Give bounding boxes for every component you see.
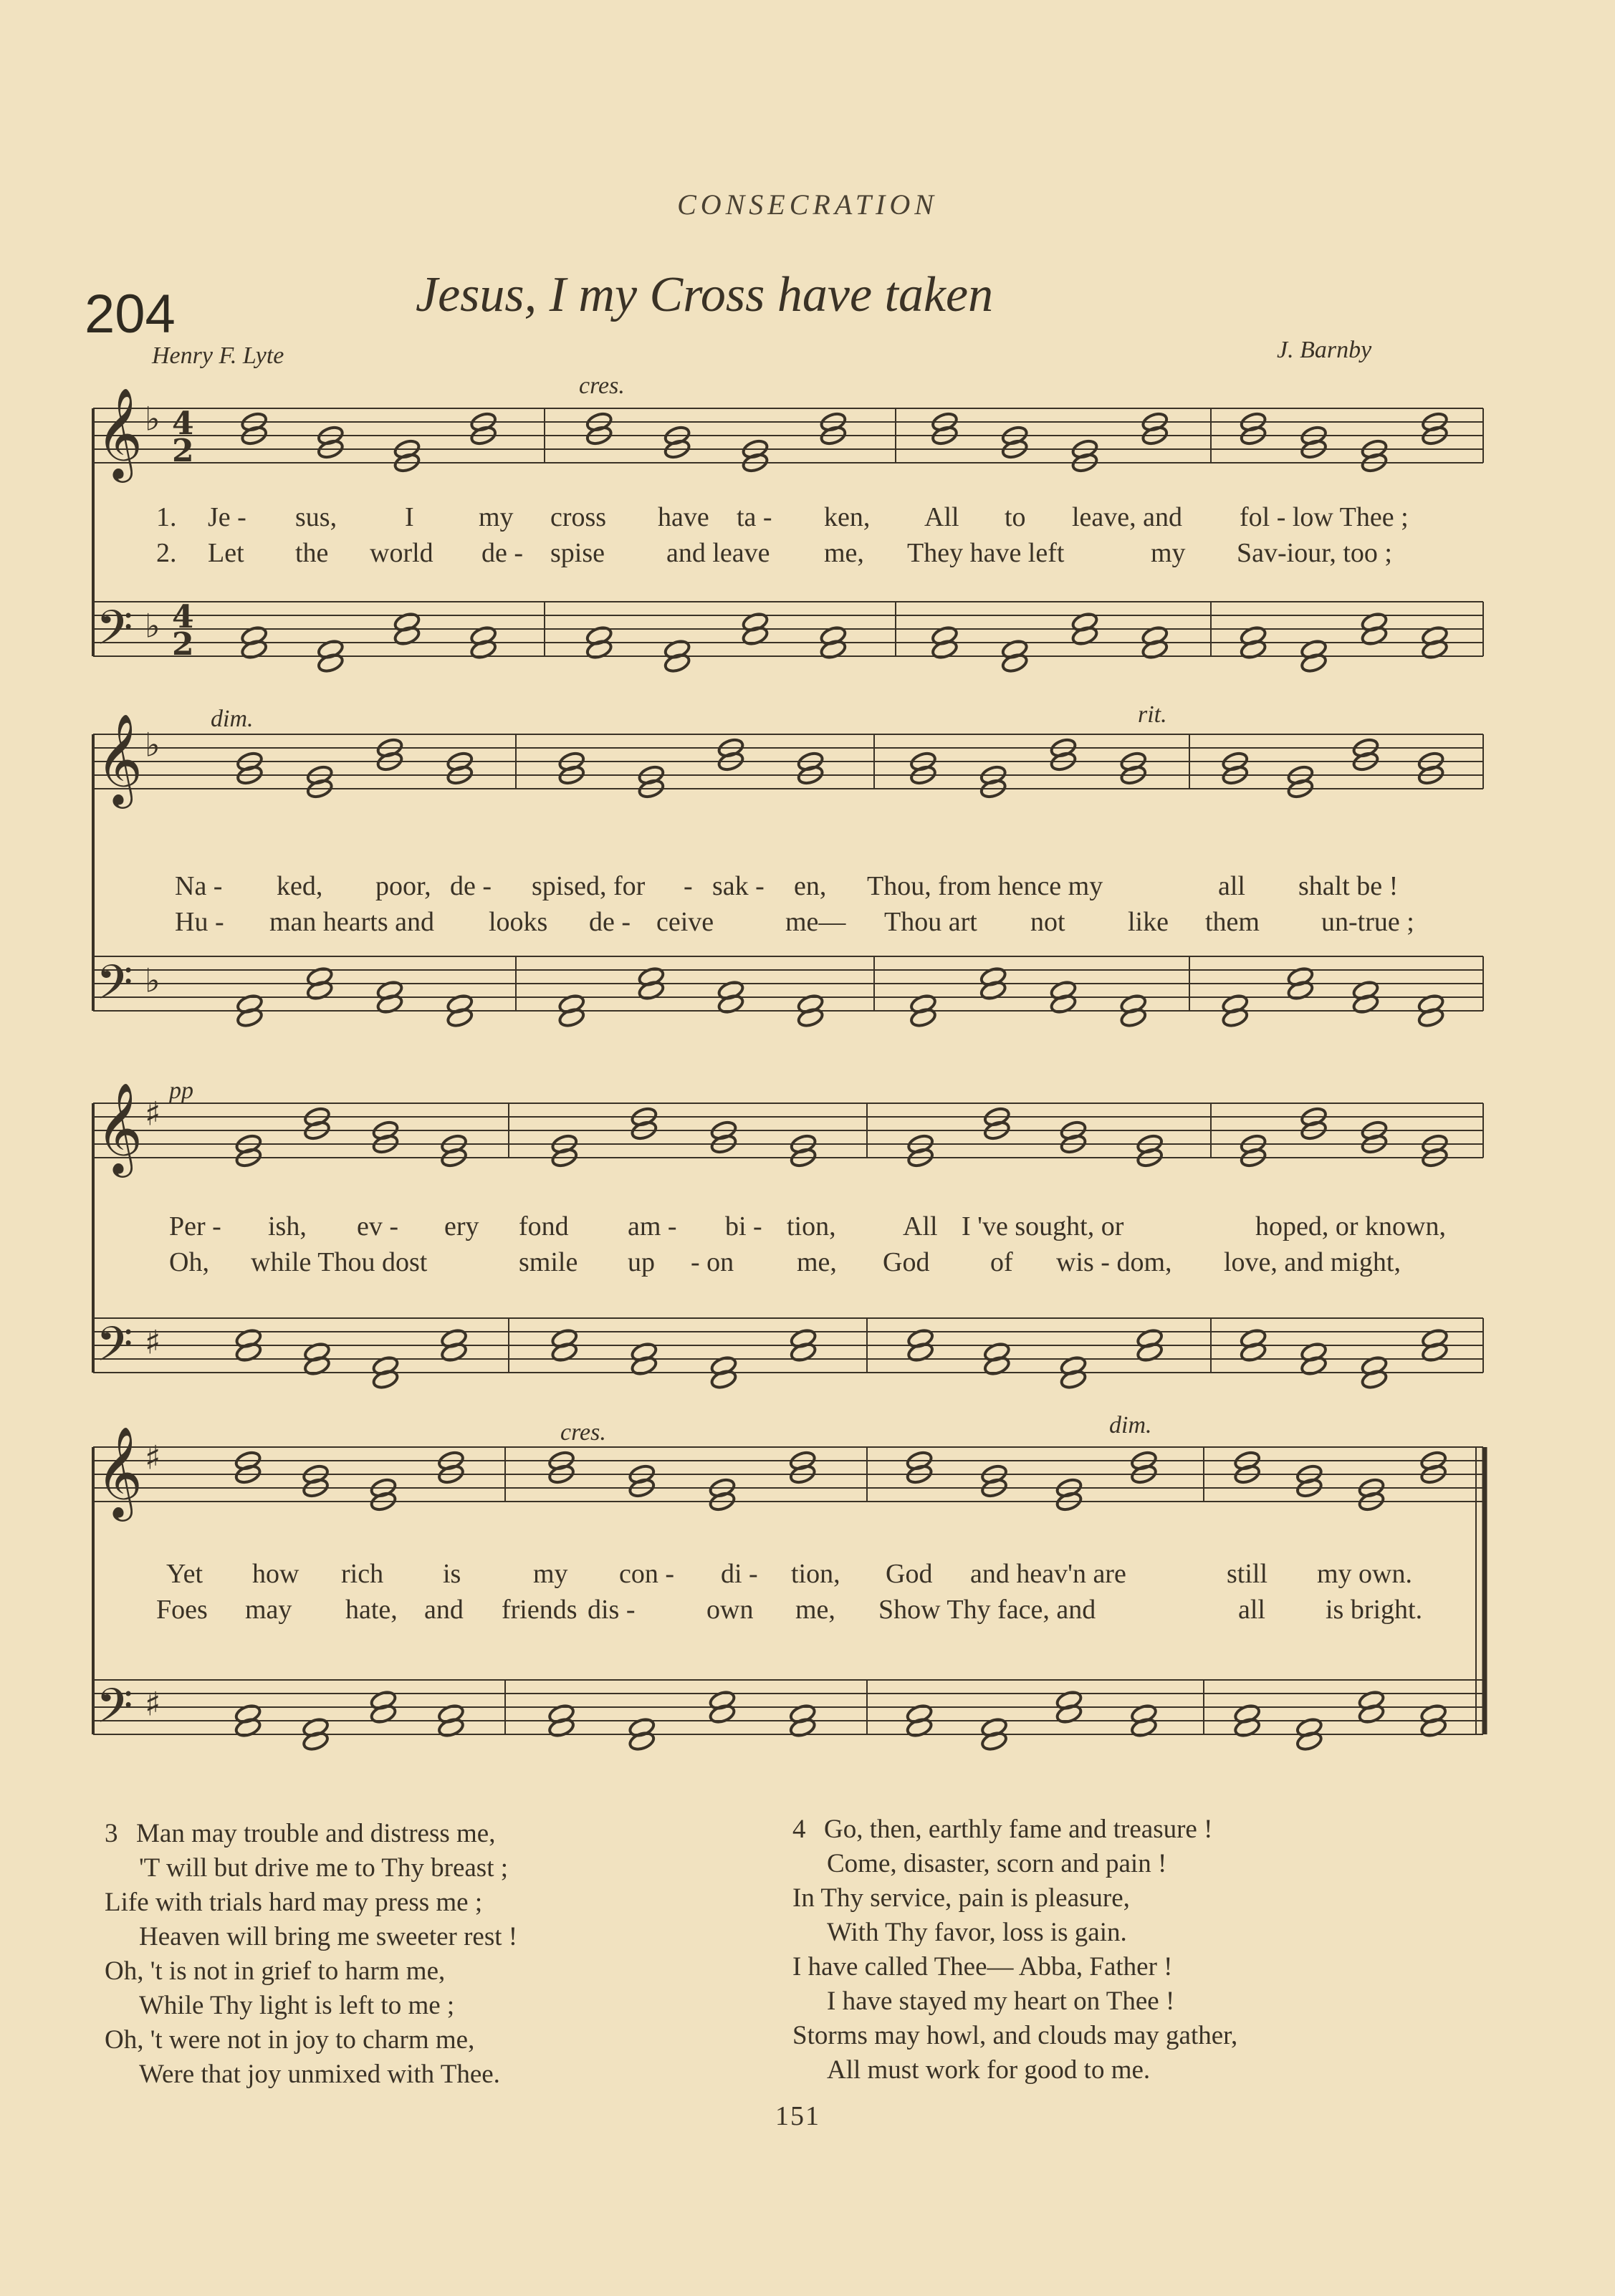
stanza-line: Come, disaster, scorn and pain ! [827, 1849, 1167, 1878]
sharp-sign-icon: ♯ [145, 1322, 161, 1362]
lyric-syllable: cross [550, 502, 607, 532]
bass-staff [93, 1317, 1483, 1390]
lyric-syllable: I 've sought, or [962, 1211, 1124, 1241]
lyric-syllable: my [479, 502, 514, 532]
stanza-line: With Thy favor, loss is gain. [827, 1918, 1127, 1947]
lyric-syllable: poor, [375, 871, 431, 901]
lyric-line-verse-1 [0, 1558, 1615, 1594]
lyric-syllable: di - [721, 1559, 758, 1589]
lyric-syllable: de - [450, 871, 492, 901]
stanza-text: Man may trouble and distress me, [136, 1819, 496, 1848]
lyric-line-verse-2 [0, 1594, 1615, 1630]
dynamic-marking: rit. [1138, 701, 1167, 728]
lyric-syllable: ta - [737, 502, 772, 532]
lyric-syllable: All [924, 502, 959, 532]
lyric-syllable: sus, [295, 502, 337, 532]
lyric-syllable: Sav-iour, too ; [1237, 538, 1392, 568]
lyric-syllable: man hearts and [269, 907, 435, 937]
lyric-syllable: may [245, 1595, 292, 1625]
lyric-syllable: my own. [1317, 1559, 1412, 1589]
music-system-1 [0, 373, 1615, 709]
lyric-syllable: all [1238, 1595, 1265, 1625]
lyric-syllable: en, [794, 871, 827, 901]
lyric-syllable: hate, [345, 1595, 398, 1625]
hymn-number: 204 [85, 284, 176, 345]
lyric-syllable: tion, [787, 1211, 836, 1241]
lyric-syllable: Hu - [175, 907, 224, 937]
lyric-syllable: Je - [208, 502, 246, 532]
lyric-syllable: my [533, 1559, 568, 1589]
treble-staff [93, 1426, 1483, 1522]
lyric-syllable: world [370, 538, 433, 568]
lyric-syllable: I [405, 502, 414, 532]
lyric-syllable: Na - [175, 871, 223, 901]
treble-staff [93, 713, 1483, 809]
time-signature: 2 [172, 433, 194, 469]
stanza-line: I have called Thee— Abba, Father ! [792, 1952, 1173, 1982]
lyric-syllable: all [1218, 871, 1245, 901]
lyric-syllable: spised, for [532, 871, 646, 901]
music-system-2 [0, 701, 1615, 1078]
stanza-line: All must work for good to me. [827, 2055, 1151, 2085]
sharp-sign-icon: ♯ [145, 1094, 161, 1133]
lyric-syllable: Foes [156, 1595, 208, 1625]
lyric-syllable: tion, [791, 1559, 840, 1589]
lyric-syllable: con - [619, 1559, 675, 1589]
stanza-line: Storms may howl, and clouds may gather, [792, 2021, 1238, 2050]
lyric-syllable: ish, [268, 1211, 307, 1241]
lyric-syllable: ceive [656, 907, 714, 937]
composer-credit: J. Barnby [1277, 337, 1372, 363]
lyric-syllable: them [1205, 907, 1260, 937]
lyric-syllable: Per - [169, 1211, 221, 1241]
lyric-syllable: ery [444, 1211, 479, 1241]
lyric-syllable: hoped, or known, [1255, 1211, 1446, 1241]
lyric-syllable: shalt be ! [1298, 871, 1399, 901]
lyric-syllable: sak - [712, 871, 765, 901]
time-signature: 4 [172, 405, 194, 442]
lyric-syllable: spise [550, 538, 605, 568]
stanza-3 [105, 1817, 517, 2092]
bass-staff [93, 1678, 1483, 1752]
lyric-line-verse-1 [0, 501, 1615, 537]
lyric-syllable: to [1005, 502, 1026, 532]
lyric-syllable: rich [341, 1559, 384, 1589]
lyric-syllable: and heav'n are [970, 1559, 1126, 1589]
stanza-line [105, 1817, 517, 1851]
time-signature: 2 [172, 626, 194, 663]
stanza-line [792, 1812, 1237, 1847]
lyric-syllable: of [990, 1247, 1013, 1277]
lyric-syllable: love, and might, [1224, 1247, 1401, 1277]
lyric-syllable: me— [785, 907, 846, 937]
lyric-syllable: All [903, 1211, 938, 1241]
hymn-title: Jesus, I my Cross have taken [416, 267, 994, 322]
lyric-line-verse-1 [0, 1211, 1615, 1247]
stanza-line: Life with trials hard may press me ; [105, 1888, 483, 1917]
bass-clef-icon: 𝄢 [96, 600, 133, 667]
bass-staff [93, 600, 1483, 674]
stanza-line: Were that joy unmixed with Thee. [139, 2060, 500, 2089]
author-credit: Henry F. Lyte [152, 342, 284, 369]
lyric-syllable: how [252, 1559, 299, 1589]
lyric-syllable: ev - [357, 1211, 399, 1241]
flat-sign-icon: ♭ [145, 725, 160, 764]
verse-number: 2. [156, 538, 177, 568]
lyric-syllable: me, [824, 538, 864, 568]
lyric-syllable: looks [489, 907, 548, 937]
lyric-syllable: friends [502, 1595, 578, 1625]
lyric-syllable: ked, [277, 871, 323, 901]
lyric-syllable: They have left [907, 538, 1065, 568]
lyric-syllable: ken, [824, 502, 871, 532]
stanza-line: Heaven will bring me sweeter rest ! [139, 1922, 518, 1951]
stanza-number: 4 [792, 1815, 806, 1844]
lyric-syllable: dis - [588, 1595, 636, 1625]
music-system-4 [0, 1412, 1615, 1802]
lyric-syllable: like [1128, 907, 1169, 937]
section-heading: CONSECRATION [677, 188, 938, 221]
lyric-line-verse-1 [0, 870, 1615, 906]
treble-clef-icon: 𝄞 [96, 1082, 143, 1173]
bass-clef-icon: 𝄢 [96, 1678, 133, 1745]
lyric-syllable: un-true ; [1321, 907, 1414, 937]
stanza-line: I have stayed my heart on Thee ! [827, 1987, 1175, 2016]
lyric-syllable: leave, and [1072, 502, 1183, 532]
lyric-syllable: wis - dom, [1056, 1247, 1172, 1277]
treble-staff [93, 387, 1483, 483]
stanza-line: While Thy light is left to me ; [139, 1991, 455, 2020]
lyric-syllable: smile [519, 1247, 578, 1277]
lyric-syllable: de - [589, 907, 631, 937]
dynamic-marking: dim. [211, 706, 254, 732]
lyric-syllable: have [658, 502, 709, 532]
flat-sign-icon: ♭ [145, 606, 160, 645]
lyric-syllable: God [883, 1247, 930, 1277]
music-system-3 [0, 1075, 1615, 1433]
time-signature: 4 [172, 599, 194, 635]
lyric-line-verse-2 [0, 1247, 1615, 1282]
lyric-syllable: and [424, 1595, 464, 1625]
treble-clef-icon: 𝄞 [96, 1426, 143, 1517]
lyric-syllable: Let [208, 538, 244, 568]
lyric-syllable: while Thou dost [251, 1247, 428, 1277]
lyric-line-verse-2 [0, 537, 1615, 573]
treble-clef-icon: 𝄞 [96, 387, 143, 479]
dynamic-marking: dim. [1109, 1412, 1152, 1438]
stanza-line: Oh, 't is not in grief to harm me, [105, 1956, 446, 1986]
treble-clef-icon: 𝄞 [96, 713, 143, 804]
treble-staff [93, 1082, 1483, 1178]
lyric-syllable: is [443, 1559, 461, 1589]
lyric-syllable: still [1227, 1559, 1268, 1589]
stanza-line: 'T will but drive me to Thy breast ; [139, 1853, 509, 1883]
dynamic-marking: pp [169, 1077, 193, 1104]
page-number: 151 [775, 2101, 820, 2131]
sharp-sign-icon: ♯ [145, 1684, 161, 1724]
lyric-line-verse-2 [0, 906, 1615, 942]
lyric-syllable: - on [691, 1247, 734, 1277]
bass-clef-icon: 𝄢 [96, 1317, 133, 1383]
lyric-syllable: Oh, [169, 1247, 209, 1277]
stanza-number: 3 [105, 1819, 118, 1848]
lyric-syllable: my [1151, 538, 1186, 568]
bass-clef-icon: 𝄢 [96, 955, 133, 1022]
lyric-syllable: Show Thy face, and [878, 1595, 1096, 1625]
lyric-syllable: me, [797, 1247, 837, 1277]
stanza-line: In Thy service, pain is pleasure, [792, 1883, 1130, 1913]
lyric-syllable: up [628, 1247, 655, 1277]
lyric-syllable: own [706, 1595, 754, 1625]
stanza-line: Oh, 't were not in joy to charm me, [105, 2025, 475, 2055]
lyric-syllable: is bright. [1326, 1595, 1423, 1625]
flat-sign-icon: ♭ [145, 399, 160, 438]
lyric-syllable: me, [795, 1595, 835, 1625]
sharp-sign-icon: ♯ [145, 1438, 161, 1477]
stanza-4 [792, 1812, 1237, 2088]
lyric-syllable: fond [519, 1211, 569, 1241]
lyric-syllable: not [1030, 907, 1065, 937]
flat-sign-icon: ♭ [145, 961, 160, 1000]
lyric-syllable: - [684, 871, 693, 901]
lyric-syllable: Thou art [884, 907, 977, 937]
stanza-text: Go, then, earthly fame and treasure ! [824, 1815, 1213, 1844]
lyric-syllable: and leave [666, 538, 770, 568]
lyric-syllable: fol - low Thee ; [1240, 502, 1409, 532]
lyric-syllable: bi - [725, 1211, 762, 1241]
lyric-syllable: de - [481, 538, 524, 568]
lyric-syllable: am - [628, 1211, 677, 1241]
lyric-syllable: Yet [166, 1559, 203, 1589]
lyric-syllable: God [886, 1559, 933, 1589]
lyric-syllable: the [295, 538, 329, 568]
dynamic-marking: cres. [560, 1419, 606, 1446]
dynamic-marking: cres. [579, 373, 625, 399]
bass-staff [93, 955, 1483, 1029]
verse-number: 1. [156, 502, 177, 532]
lyric-syllable: Thou, from hence my [867, 871, 1103, 901]
